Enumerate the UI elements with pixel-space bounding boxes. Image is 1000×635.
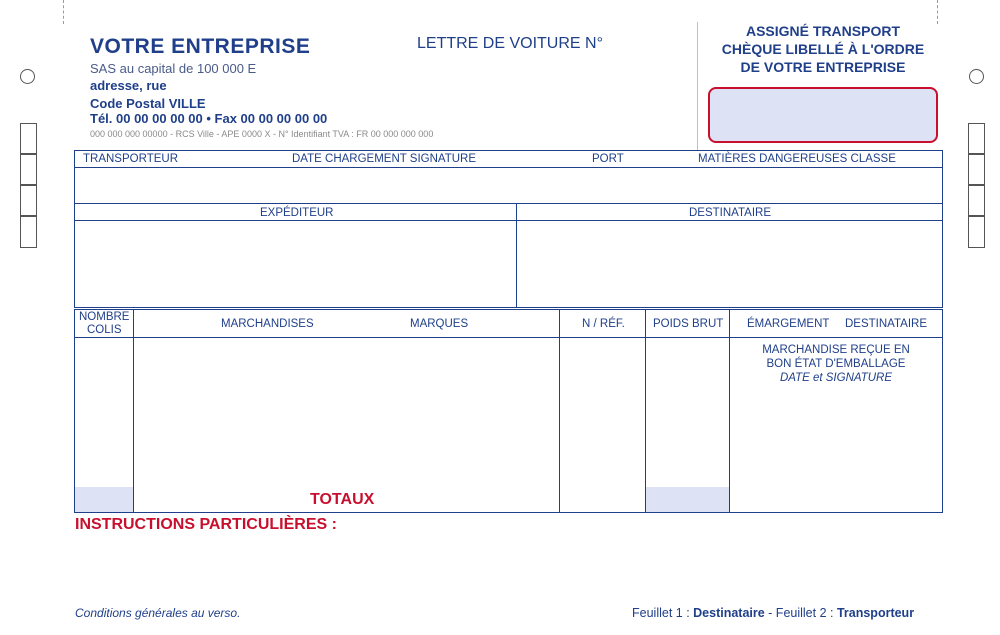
transporteur-label: TRANSPORTEUR [83, 153, 178, 165]
binder-hole-right [969, 69, 984, 84]
assignment-line-2: CHÈQUE LIBELLÉ À L'ORDRE [721, 41, 925, 57]
transport-entry-field[interactable] [75, 168, 942, 203]
consignee-label: DESTINATAIRE [845, 318, 927, 330]
weight-label: POIDS BRUT [653, 318, 724, 330]
sender-label: EXPÉDITEUR [260, 207, 334, 219]
recipient-label: DESTINATAIRE [689, 207, 771, 219]
instructions-field[interactable] [360, 515, 940, 537]
company-address: adresse, rue [90, 78, 167, 93]
totals-label: TOTAUX [310, 491, 375, 508]
document-title: LETTRE DE VOITURE N° [417, 35, 603, 52]
date-label: DATE CHARGEMENT SIGNATURE [292, 153, 477, 165]
divider [729, 309, 730, 513]
ref-label: N / RÉF. [582, 318, 625, 330]
weight-total-cell[interactable] [646, 487, 729, 512]
company-phone-fax: Tél. 00 00 00 00 00 • Fax 00 00 00 00 00 [90, 111, 328, 126]
divider [645, 309, 646, 513]
hazard-label: MATIÈRES DANGEREUSES CLASSE [698, 153, 896, 165]
instructions-label: INSTRUCTIONS PARTICULIÈRES : [75, 516, 337, 533]
assignment-line-3: DE VOTRE ENTREPRISE [740, 59, 906, 75]
assignment-input-box[interactable] [708, 87, 938, 143]
header-divider [697, 22, 698, 150]
company-capital: SAS au capital de 100 000 E [90, 61, 257, 76]
port-label: PORT [592, 153, 624, 165]
recipient-field[interactable] [517, 221, 942, 308]
perforation-mark-right [937, 0, 939, 24]
receipt-note-line-3: DATE et SIGNATURE [779, 372, 893, 384]
perforation-mark-left [63, 0, 65, 24]
colis-total-cell[interactable] [75, 487, 133, 512]
assignment-line-1: ASSIGNÉ TRANSPORT [745, 23, 900, 39]
divider [559, 309, 560, 513]
company-name: VOTRE ENTREPRISE [90, 35, 311, 58]
marques-label: MARQUES [410, 318, 469, 330]
sheet2-name: Transporteur [836, 606, 915, 620]
divider [74, 203, 943, 204]
goods-entry-area[interactable] [134, 338, 559, 484]
nombre-label: NOMBRE [79, 311, 130, 323]
receipt-note-line-2: BON ÉTAT D'EMBALLAGE [766, 358, 906, 370]
company-legal-info: 000 000 000 00000 - RCS Ville - APE 0000 X - N° Identifiant TVA : FR 00 000 000 000 [90, 129, 434, 139]
marchandises-label: MARCHANDISES [221, 318, 314, 330]
signature-label: ÉMARGEMENT [747, 318, 830, 330]
receipt-note-line-1: MARCHANDISE REÇUE EN [762, 344, 910, 356]
conditions-note: Conditions générales au verso. [75, 606, 241, 620]
binder-hole-left [20, 69, 35, 84]
company-city: Code Postal VILLE [90, 96, 206, 111]
sender-field[interactable] [75, 221, 516, 308]
sheet-info [632, 606, 914, 620]
sheet1-prefix: Feuillet 1 : [632, 606, 694, 620]
sheet-separator: - Feuillet 2 : [764, 606, 837, 620]
colis-label: COLIS [87, 324, 122, 336]
sheet1-name: Destinataire [693, 606, 765, 620]
